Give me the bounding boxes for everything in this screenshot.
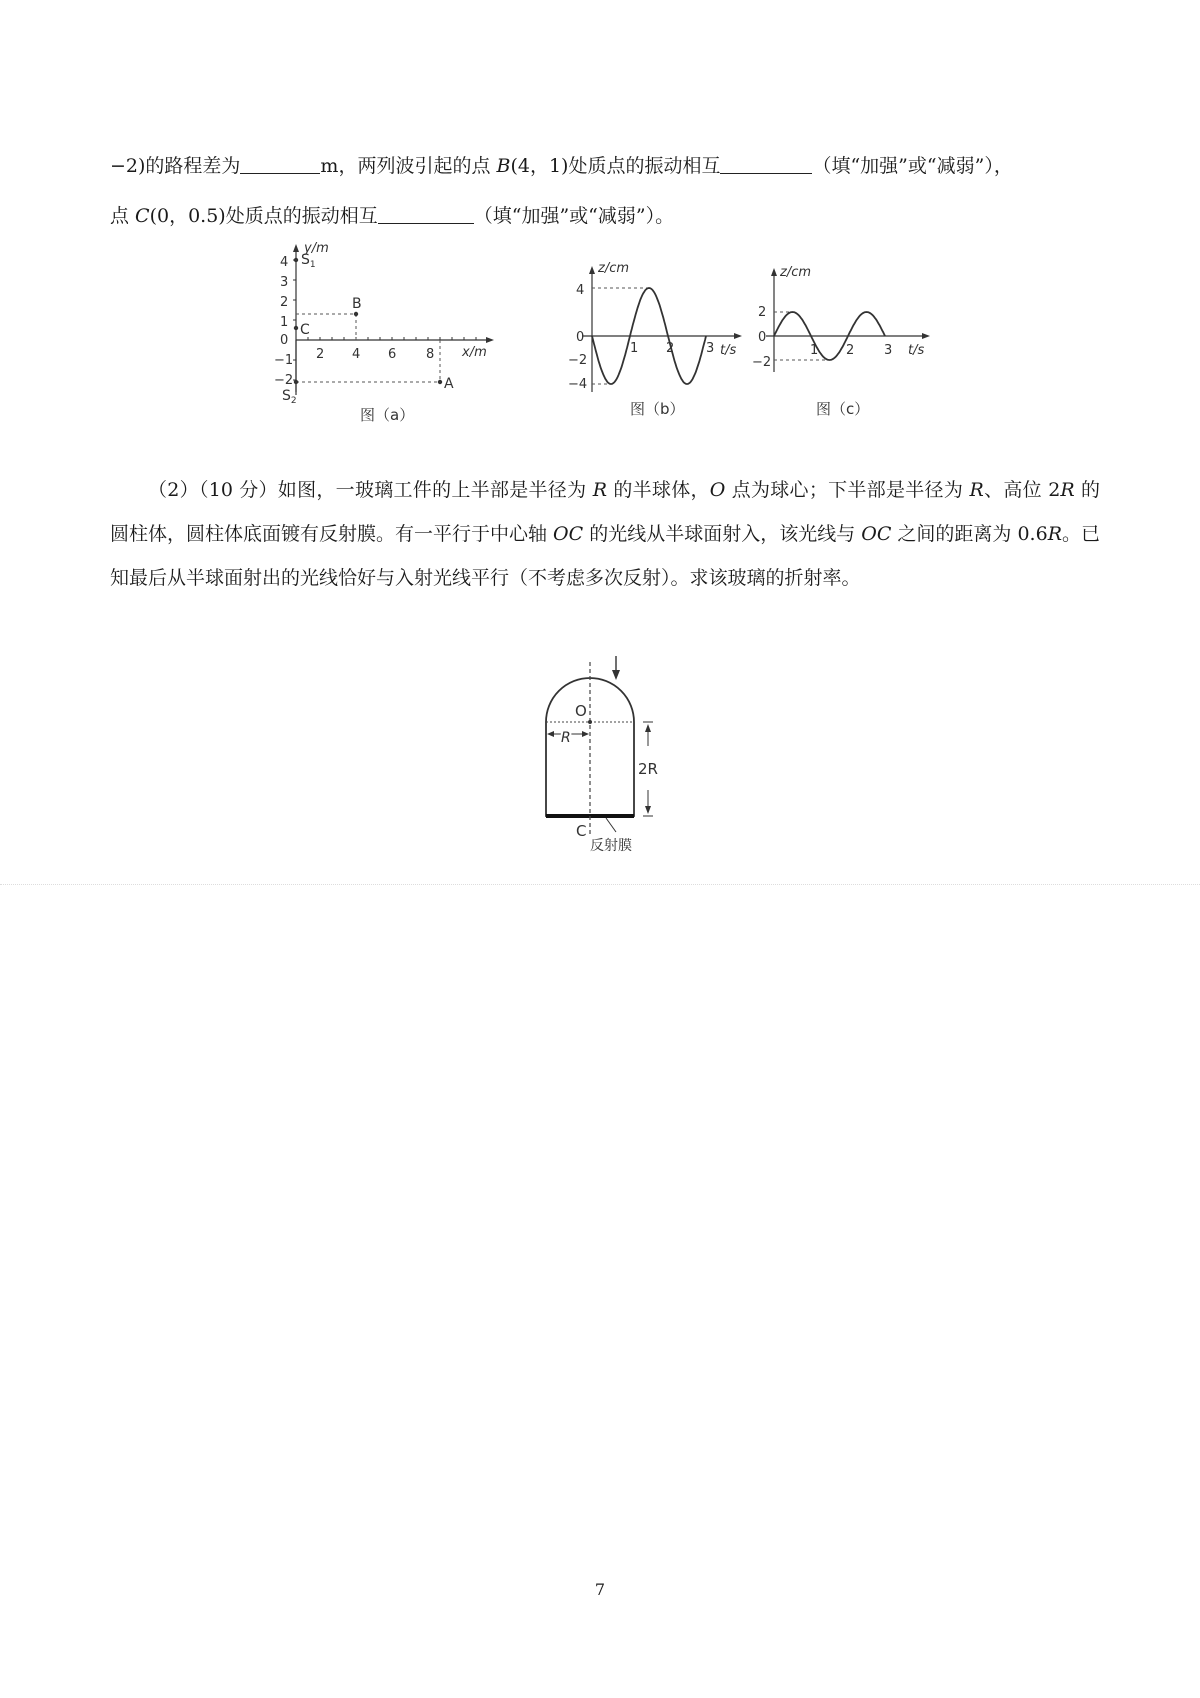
fig-a-y-tick: 1 — [280, 315, 289, 330]
fig-b-z-arrow — [589, 266, 595, 274]
center-o-point — [588, 720, 592, 724]
figure-glass — [530, 650, 710, 870]
fig-a-y-tick: 4 — [280, 255, 289, 270]
film-leader-line — [606, 818, 616, 832]
fig-a-point-s1 — [294, 258, 298, 262]
fig-a-x-tick: 2 — [316, 347, 325, 362]
fig-c-t-tick: 3 — [884, 343, 893, 358]
fig-b-t-arrow — [734, 333, 742, 339]
fig-a-label-s2: $S_2$ — [282, 388, 297, 406]
fig-a-y-label: y/m — [304, 241, 329, 256]
label-reflective-film: 反射膜 — [590, 838, 632, 854]
answer-blank-2[interactable] — [720, 155, 812, 174]
fig-a-y-arrow — [293, 244, 299, 252]
fig-b-t-label: t/s — [720, 343, 737, 358]
fig-a-y-tick: 2 — [280, 295, 289, 310]
fig-a-caption: 图（a） — [360, 406, 415, 424]
figure-b — [560, 258, 750, 458]
fig-b-z-tick: 0 — [576, 330, 585, 345]
fig-a-x-tick: 8 — [426, 347, 435, 362]
problem-2-text: （2）（10 分）如图，一玻璃工件的上半部是半径为 R 的半球体，O 点为球心；下半部是半径为 R、高位 2R 的圆柱体，圆柱体底面镀有反射膜。有一平行于中心轴 OC 的光线从半球面射入，该光线与 OC 之间的距离为 0.6R。已知最后从半球面射出的光线恰好与入射光线平行（不考虑多次反射）。求该玻璃的折射率。 — [110, 479, 1101, 589]
question-line-1: −2)的路程差为 m，两列波引起的点 B(4，1)处质点的振动相互 （填“加强”或“减弱”）， — [110, 155, 1013, 177]
2r-arrow-top — [645, 724, 651, 732]
fig-b-z-label: z/cm — [598, 261, 630, 276]
label-r: R — [561, 730, 571, 746]
label-o: O — [575, 702, 587, 720]
fig-c-z-tick: 0 — [758, 330, 767, 345]
answer-blank-1[interactable] — [240, 155, 320, 174]
label-c: C — [576, 822, 587, 840]
fig-a-label-b: B — [352, 296, 362, 312]
fig-b-z-tick: −2 — [568, 353, 588, 368]
fig-c-t-label: t/s — [908, 343, 925, 358]
fig-a-y-tick: 0 — [280, 333, 289, 348]
fig-a-label-s1: $S_1$ — [301, 252, 316, 270]
fig-c-z-tick: −2 — [752, 355, 772, 370]
fig-a-point-b — [354, 312, 358, 316]
fig-c-t-arrow — [922, 333, 930, 339]
fig-c-z-arrow — [771, 268, 777, 276]
label-2r: 2R — [638, 760, 658, 778]
question-line-2: 点 C(0，0.5)处质点的振动相互 （填“加强”或“减弱”）。 — [110, 205, 675, 227]
page-divider — [0, 884, 1200, 885]
fig-c-caption: 图（c） — [816, 400, 870, 418]
fig-a-x-label: x/m — [462, 345, 487, 360]
incident-ray-arrow — [612, 670, 620, 680]
page-number: 7 — [594, 1580, 606, 1599]
fig-b-t-tick: 2 — [666, 341, 675, 356]
fig-a-point-s2 — [294, 380, 298, 384]
fig-b-z-tick: 4 — [576, 283, 585, 298]
r-arrow-right — [582, 731, 589, 737]
fig-a-x-tick: 4 — [352, 347, 361, 362]
fig-c-t-tick: 2 — [846, 343, 855, 358]
answer-blank-3[interactable] — [378, 205, 474, 224]
fig-b-z-tick: −4 — [568, 377, 588, 392]
fig-a-x-tick: 6 — [388, 347, 397, 362]
fig-a-point-c — [294, 326, 298, 330]
fig-a-y-tick: −1 — [274, 353, 294, 368]
fig-b-t-tick: 3 — [706, 341, 715, 356]
fig-a-y-tick: −2 — [274, 373, 294, 388]
fig-b-t-tick: 1 — [630, 341, 639, 356]
2r-arrow-bottom — [645, 806, 651, 814]
r-arrow-left — [547, 731, 554, 737]
fig-c-t-tick: 1 — [810, 343, 819, 358]
figure-a — [260, 240, 530, 460]
fig-a-y-tick: 3 — [280, 275, 289, 290]
fig-a-x-arrow — [486, 337, 494, 343]
fig-a-label-a: A — [444, 376, 454, 392]
fig-a-label-c: C — [300, 322, 310, 338]
fig-b-caption: 图（b） — [630, 400, 685, 418]
fig-a-point-a — [438, 380, 442, 384]
figure-c — [752, 262, 932, 462]
fig-c-z-tick: 2 — [758, 305, 767, 320]
fig-c-z-label: z/cm — [780, 265, 812, 280]
